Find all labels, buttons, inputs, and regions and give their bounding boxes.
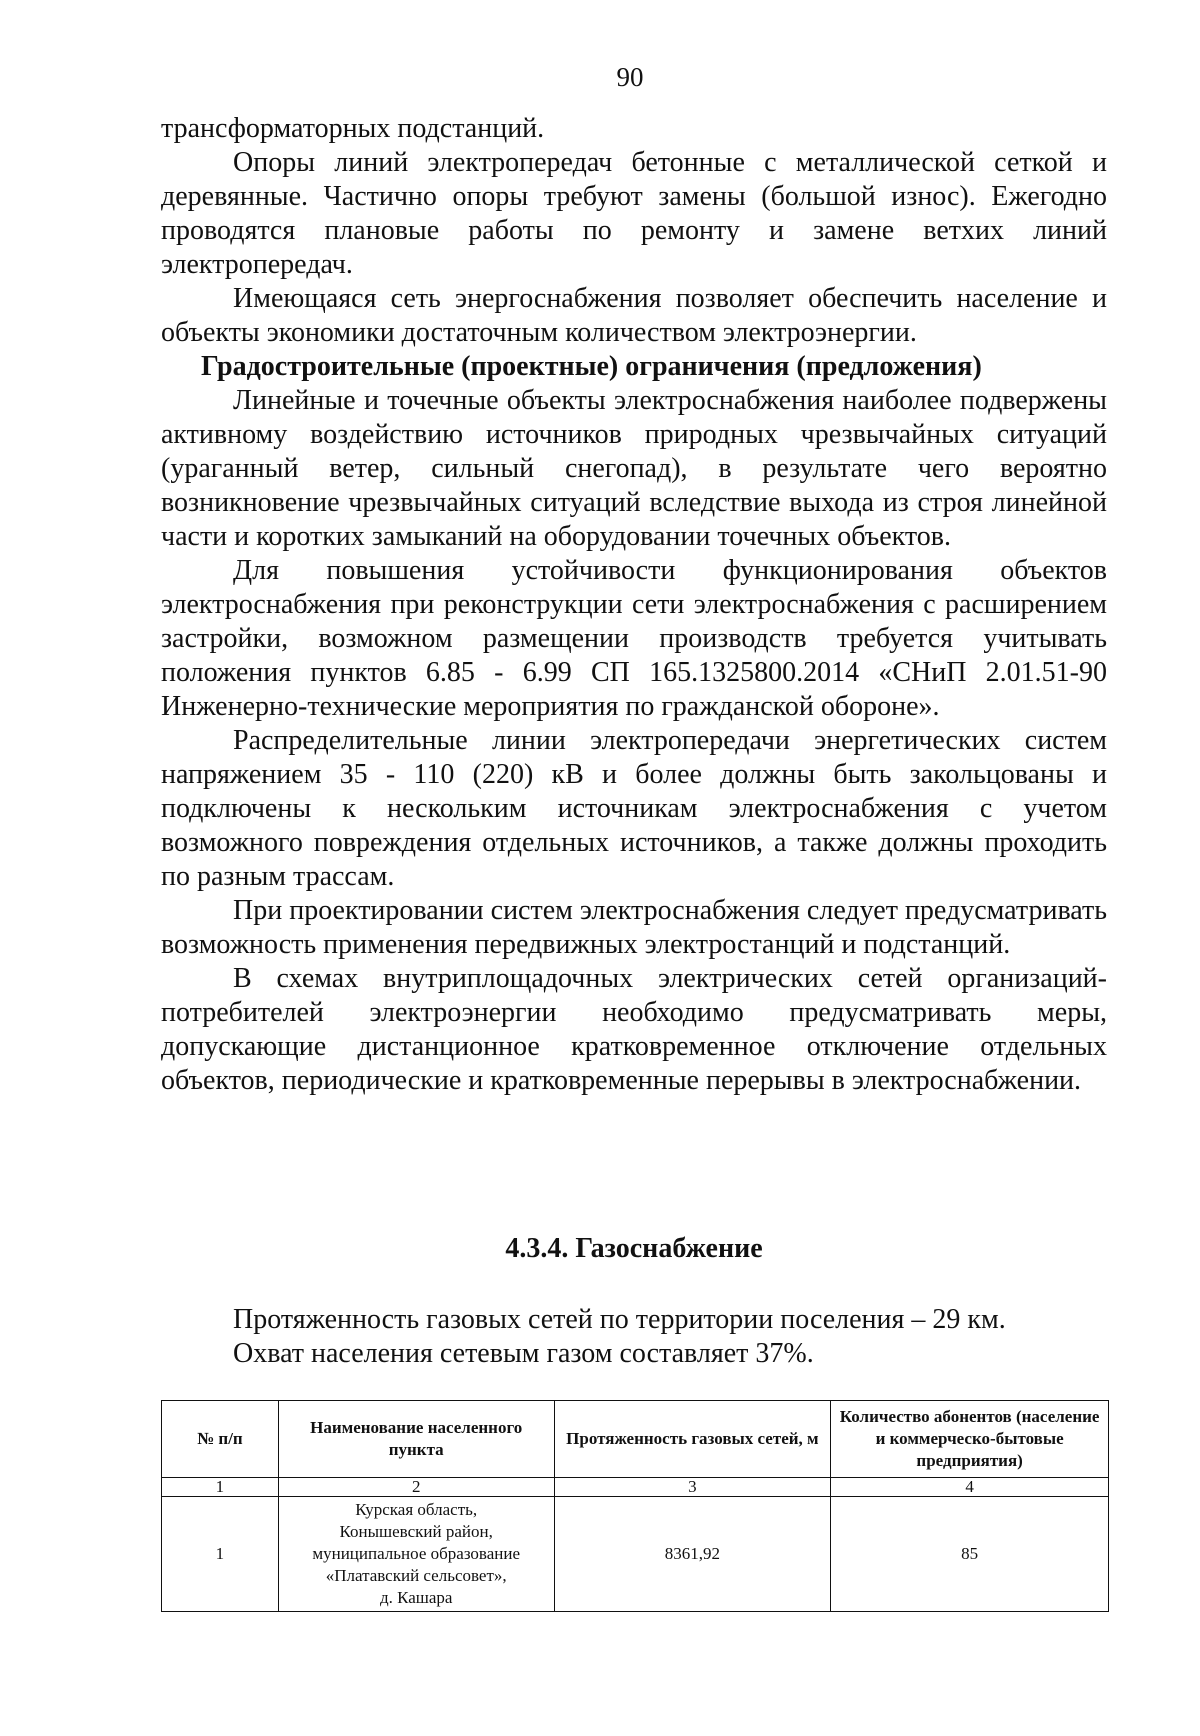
- header-locality: Наименование населенного пункта: [278, 1401, 554, 1478]
- network-length-cell: 8361,92: [554, 1497, 831, 1612]
- paragraph-energy-network: Имеющаяся сеть энергоснабжения позволяет обеспечить население и объекты экономики достаточным количеством электроэнергии.: [161, 283, 1107, 348]
- paragraph-continuation: трансформаторных подстанций.: [161, 113, 545, 144]
- paragraph-on-site-networks: В схемах внутриплощадочных электрических сетей организаций-потребителей электроэнергии необходимо предусматривать меры, допускающие дистанционное кратковременное отключение отдельных объектов, периодические и кратковременные перерывы в электроснабжении.: [161, 963, 1107, 1096]
- locality-line: муниципальное образование: [312, 1544, 521, 1563]
- subscribers-cell: 85: [831, 1497, 1109, 1612]
- locality-cell: [278, 1497, 554, 1612]
- section-heading-gas-supply: 4.3.4. Газоснабжение: [505, 1233, 763, 1264]
- header-number: № п/п: [162, 1401, 279, 1478]
- paragraph-distribution-lines: Распределительные линии электропередачи энергетических систем напряжением 35 - 110 (220) кВ и более должны быть закольцованы и подключены к нескольким источникам электроснабжения с учетом возможного повреждения отдельных источников, а также должны проходить по разным трассам.: [161, 725, 1107, 892]
- locality-line: д. Кашара: [379, 1588, 453, 1607]
- row-number: 1: [162, 1497, 279, 1612]
- paragraph-power-poles: Опоры линий электропередач бетонные с металлической сеткой и деревянные. Частично опоры требуют замены (большой износ). Ежегодно проводятся плановые работы по ремонту и замене ветхих линий электропередач.: [161, 147, 1107, 280]
- column-number: 3: [554, 1478, 831, 1497]
- table-column-numbers-row: [162, 1478, 1109, 1497]
- gas-supply-table: [161, 1400, 1109, 1612]
- locality-line: «Платавский сельсовет»,: [325, 1566, 507, 1585]
- gas-coverage: Охват населения сетевым газом составляет 37%.: [233, 1338, 814, 1369]
- gas-supply-summary: [233, 1303, 1113, 1371]
- table-header-row: [162, 1401, 1109, 1478]
- column-number: 1: [162, 1478, 279, 1497]
- paragraph-emergency-exposure: Линейные и точечные объекты электроснабжения наиболее подвержены активному воздействию источников природных чрезвычайных ситуаций (ураганный ветер, сильный снегопад), в результате чего вероятно возникновение чрезвычайных ситуаций вследствие выхода из строя линейной части и коротких замыканий на оборудовании точечных объектов.: [161, 385, 1107, 552]
- body-text: [161, 112, 1107, 1098]
- header-subscribers: Количество абонентов (население и коммерческо-бытовые предприятия): [831, 1401, 1109, 1478]
- table-row: [162, 1497, 1109, 1612]
- column-number: 2: [278, 1478, 554, 1497]
- gas-network-length: Протяженность газовых сетей по территории поселения – 29 км.: [233, 1304, 1006, 1335]
- header-network-length: Протяженность газовых сетей, м: [554, 1401, 831, 1478]
- page-number: 90: [616, 62, 644, 92]
- column-number: 4: [831, 1478, 1109, 1497]
- paragraph-stability-requirements: Для повышения устойчивости функционирования объектов электроснабжения при реконструкции сети электроснабжения с расширением застройки, возможном размещении производств требуется учитывать положения пунктов 6.85 - 6.99 СП 165.1325800.2014 «СНиП 2.01.51-90 Инженерно-технические мероприятия по гражданской обороне».: [161, 555, 1107, 722]
- locality-line: Курская область,: [355, 1500, 478, 1519]
- paragraph-mobile-stations: При проектировании систем электроснабжения следует предусматривать возможность применения передвижных электростанций и подстанций.: [161, 895, 1108, 960]
- locality-line: Конышевский район,: [339, 1522, 493, 1541]
- subheading-urban-planning-restrictions: Градостроительные (проектные) ограничения (предложения): [201, 351, 982, 382]
